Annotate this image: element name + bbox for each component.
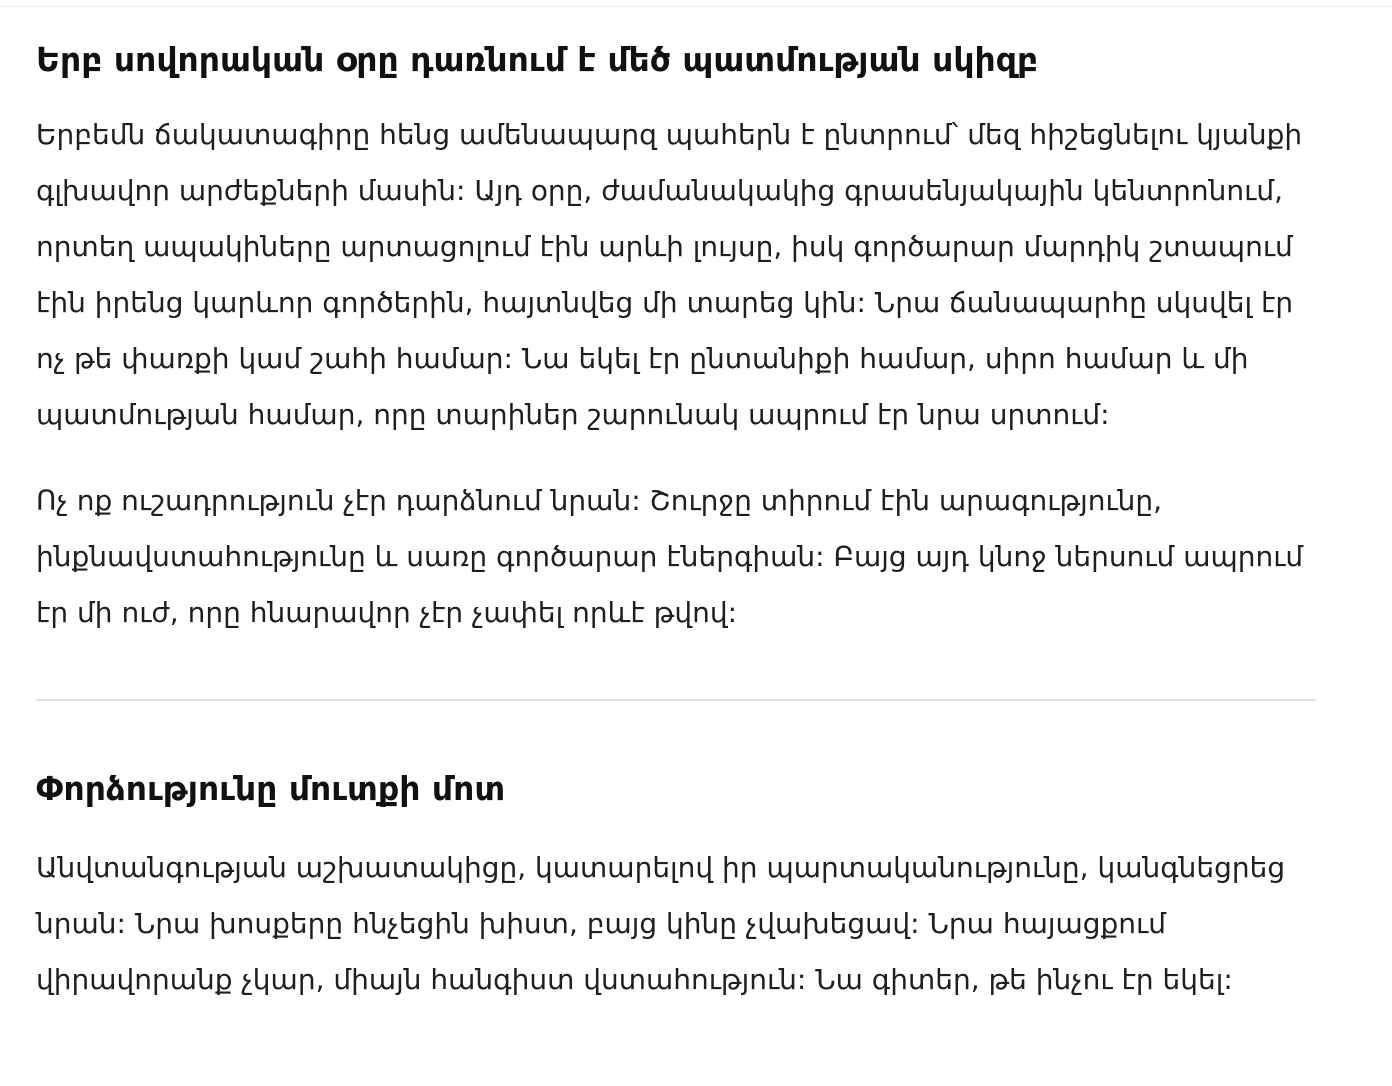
section-title: Փորձությունը մուտքի մոտ — [36, 769, 506, 808]
paragraph: Երբեմն ճակատագիրը հենց ամենապարզ պահերն է ընտրում՝ մեզ հիշեցնելու կյանքի գլխավոր արժեքների մասին: Այդ օրը, ժամանակակից գրասենյակային կենտրոնում, որտեղ ապակիները արտացոլում էին արևի լույսը, իսկ գործարար մարդիկ շտապում էին իրենց կարևոր գործերին, հայտնվեց մի տարեց կին: Նրա ճանապարհը սկսվել էր ոչ թե փառքի կամ շահի համար: Նա եկել էր ընտանիքի համար, սիրո համար և մի պատմության համար, որը տարիներ շարունակ ապրում էր նրա սրտում: — [36, 118, 1303, 431]
paragraph: Ոչ ոք ուշադրություն չէր դարձնում նրան: Շուրջը տիրում էին արագությունը, ինքնավստահությունը և սառը գործարար էներգիան: Բայց այդ կնոջ ներսում ապրում էր մի ուժ, որը հնարավոր չէր չափել որևէ թվով: — [36, 484, 1304, 629]
section-1 — [36, 36, 1326, 641]
section-divider — [36, 699, 1316, 701]
top-border — [0, 0, 1392, 7]
section-2 — [36, 765, 1326, 1008]
paragraph: Անվտանգության աշխատակիցը, կատարելով իր պարտականությունը, կանգնեցրեց նրան: Նրա խոսքերը հնչեցին խիստ, բայց կինը չվախեցավ: Նրա հայացքում վիրավորանք չկար, միայն հանգիստ վստահություն: Նա գիտեր, թե ինչու էր եկել: — [36, 851, 1286, 996]
section-title: Երբ սովորական օրը դառնում է մեծ պատմության սկիզբ — [36, 40, 1039, 79]
article-content — [36, 36, 1326, 1008]
